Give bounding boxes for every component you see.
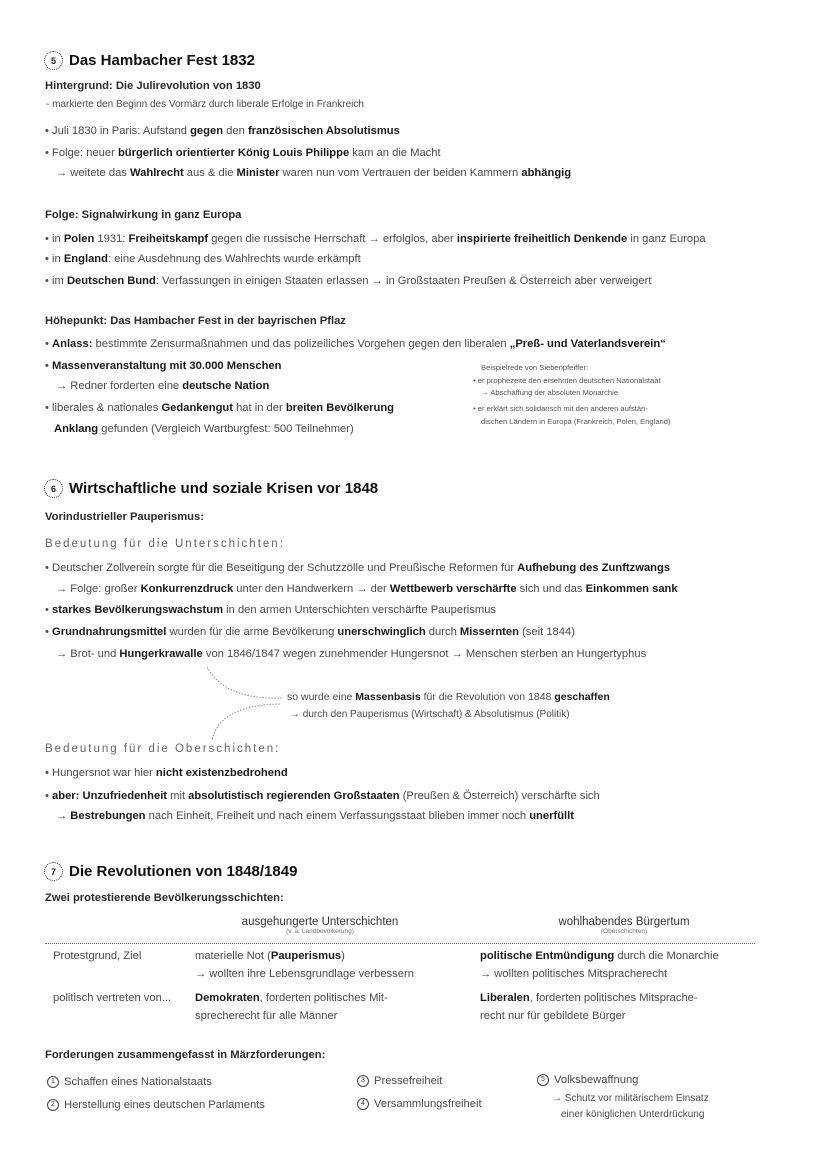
text-run: durch die Monarchie [614,950,719,962]
bold-text: Konkurrenzdruck [140,583,234,595]
demand-item [47,1075,212,1089]
side-note-line: dischen Ländern in Europa (Frankreich, Polen, England) [481,417,671,426]
text-run: • Juli 1830 in Paris: Aufstand [45,125,191,137]
table-cell [195,949,345,963]
demand-item [537,1073,638,1087]
section-number-badge: 6 [44,479,63,498]
bullet [45,789,600,803]
number-circle: 5 [537,1074,549,1086]
text-run: → Redner forderten eine [56,380,183,392]
text-run: für die Revolution von 1848 [420,691,555,703]
row-label: politisch vertreten von... [53,992,172,1004]
text-run: → durch den Pauperismus (Wirtschaft) & Absolutismus (Politik) [290,709,570,720]
bold-text: Massenbasis [355,691,421,703]
text-run: → [56,810,71,822]
bold-text: Anlass: [52,338,93,350]
bold-text: nicht existenzbedrohend [155,767,288,779]
text-run: (seit 1844) [518,626,575,638]
subheading: Folge: Signalwirkung in ganz Europa [45,209,242,221]
side-note-title: Beispielrede von Siebenpfeiffer: [481,363,589,372]
text-run: hat in der [232,402,286,414]
bold-text: Missernten [459,626,519,638]
text-run: ) [341,950,345,962]
bold-text: Grundnahrungsmittel [52,626,167,638]
bold-text: Minister [236,167,280,179]
note: - markierte den Beginn des Vormärz durch liberale Erfolge in Frankreich [46,99,364,110]
side-note-line: • er erklärt sich solidarisch mit den anderen aufstän- [473,404,648,413]
text-run: sich und das [516,583,586,595]
table-header-bourgeoisie [474,916,774,936]
text-run: • liberales & nationales [45,402,162,414]
text-run: in den armen Unterschichten verschärfte Pauperismus [223,604,497,616]
text-run: • [45,790,53,802]
demand-item [47,1098,265,1112]
text-run: : eine Ausdehnung des Wahlrechts wurde erkämpft [107,253,361,265]
sub-bullet [56,809,574,823]
text-run: • Hungersnot war hier [45,767,156,779]
text-run: • [45,626,53,638]
text-run: → wollten politisches Mitspracherecht [480,968,668,980]
spaced-subheading: Bedeutung für die Oberschichten: [45,743,281,755]
bold-text: Gedankengut [161,402,233,414]
bold-text: Wettbewerb verschärfte [389,583,517,595]
side-note-line: → Abschaffung der absoluten Monarchie [481,388,619,397]
text-run: • Folge: neuer [45,147,118,159]
subheading: Hintergrund: Die Julirevolution von 1830 [45,80,261,92]
arrow-curve-bottom [212,704,280,740]
arrow-curve-top [207,667,282,698]
bold-text: französischen Absolutismus [247,125,400,137]
bold-text: Einkommen sank [585,583,678,595]
bold-text: Hungerkrawalle [119,648,203,660]
text-run: , forderten politisches Mit- [259,992,388,1004]
subheading: Vorindustrieller Pauperismus: [45,511,204,523]
bold-text: geschaffen [554,691,610,703]
bold-text: inspirierte freiheitlich Denkende [456,233,628,245]
text-run: → weitete das [56,167,130,179]
number-circle: 3 [357,1075,369,1087]
table-cell [195,1009,337,1023]
bold-text: Pauperismus [270,950,342,962]
text-run: von 1846/1847 wegen zunehmender Hungersnot → Menschen sterben an Hungertyphus [202,648,647,660]
subheading: Höhepunkt: Das Hambacher Fest in der bayrischen Pflaz [45,315,346,327]
text-run: bestimmte Zensurmaßnahmen und das polizeiliches Vorgehen gegen den liberalen [92,338,510,350]
bold-text: Liberalen [480,992,530,1004]
text-run: , forderten politisches Mitsprache- [529,992,698,1004]
text-run: gefunden (Vergleich Wartburgfest: 500 Teilnehmer) [98,423,354,435]
bold-text: Freiheitskampf [128,233,209,245]
text-run: recht nur für gebildete Bürger [480,1010,626,1022]
demand-sub-line: → Schutz vor militärischem Einsatz [552,1093,709,1104]
bold-text: abhängig [521,167,572,179]
bold-text: unerschwinglich [337,626,426,638]
text-run: (Preußen & Österreich) verschärfte sich [399,790,600,802]
table-header-lower-classes [170,916,470,936]
table-cell [195,967,414,981]
demand-sub-line: einer königlichen Unterdrückung [561,1109,705,1120]
section-number-badge: 5 [44,51,63,70]
text-run: : Verfassungen in einigen Staaten erlassen → in Großstaaten Preußen & Österreich aber verweigert [155,275,652,287]
text-run: • Deutscher Zollverein sorgte für die Beseitigung der Schutzzölle und Preußische Reformen für [45,562,518,574]
text-run: • [45,604,53,616]
text-run: unter den Handwerkern → der [233,583,390,595]
text-run: • [45,360,53,372]
text-run: materielle Not ( [195,950,271,962]
text-run: wurden für die arme Bevölkerung [166,626,338,638]
text-run: so wurde eine [287,691,356,703]
section-title: Die Revolutionen von 1848/1849 [69,863,298,880]
bold-text: Wahlrecht [130,167,184,179]
text-run: in ganz Europa [627,233,706,245]
text-run: • [45,338,53,350]
demand-text: Versammlungsfreiheit [374,1098,482,1110]
number-circle: 1 [47,1076,59,1088]
bold-text: Aufhebung des Zunftzwangs [517,562,671,574]
text-run: den [223,125,248,137]
bold-text: absolutistisch regierenden Großstaaten [188,790,400,802]
demand-item [357,1074,442,1088]
table-cell [480,967,667,981]
subheading: Zwei protestierende Bevölkerungsschichten: [45,892,284,904]
bold-text: Bestrebungen [70,810,146,822]
text-run: • im [45,275,67,287]
bold-text: starkes Bevölkerungswachstum [52,604,224,616]
text-run: gegen die russische Herrschaft → erfolglos, aber [208,233,457,245]
subheading: Forderungen zusammengefasst in Märzforderungen: [45,1049,326,1061]
bold-text: Massenveranstaltung mit 30.000 Menschen [52,360,282,372]
bold-text: gegen [190,125,224,137]
section-title: Das Hambacher Fest 1832 [69,52,255,69]
bold-text: England [63,253,108,265]
bold-text: bürgerlich orientierter König Louis Philippe [117,147,350,159]
bold-text: Deutschen Bund [66,275,156,287]
bold-text: „Preß- und Vaterlandsverein“ [509,338,666,350]
demand-text: Herstellung eines deutschen Parlaments [64,1099,265,1111]
text-run: → Brot- und [56,648,120,660]
text-run: aus & die [183,167,237,179]
row-label: Protestgrund, Ziel [53,950,142,962]
text-run: waren nun vom Vertrauen der beiden Kammern [279,167,522,179]
text-run: → wollten ihre Lebensgrundlage verbessern [195,968,414,980]
text-run: • in [45,253,64,265]
bold-text: deutsche Nation [182,380,270,392]
bold-text: breiten Bevölkerung [285,402,395,414]
table-divider [45,943,755,944]
section-7-heading [44,862,297,881]
column-title: ausgehungerte Unterschichten [241,916,399,928]
bold-text: aber: Unzufriedenheit [52,790,168,802]
table-cell [480,949,719,963]
column-subtitle: (Oberschichten) [600,928,648,935]
demand-text: Schaffen eines Nationalstaats [64,1076,212,1088]
demand-text: Volksbewaffnung [554,1074,639,1086]
text-run: mit [167,790,189,802]
section-number-badge: 7 [44,862,63,881]
side-note-line: • er prophezeite den ersehnten deutschen Nationalstaat [473,376,661,385]
text-run: nach Einheit, Freiheit und nach einem Verfassungsstaat blieben immer noch [145,810,530,822]
bold-text: Demokraten [195,992,260,1004]
table-cell [195,991,388,1005]
text-run: sprecherecht für alle Männer [195,1010,338,1022]
demand-text: Pressefreiheit [374,1075,443,1087]
bold-text: unerfüllt [529,810,574,822]
number-circle: 2 [47,1099,59,1111]
bullet [45,766,288,780]
text-run: • in [45,233,64,245]
column-title: wohlhabendes Bürgertum [558,916,690,928]
conclusion-line [290,708,570,722]
bold-text: Polen [63,233,95,245]
section-title: Wirtschaftliche und soziale Krisen vor 1848 [69,480,379,497]
number-circle: 4 [357,1098,369,1110]
conclusion-line [287,690,610,704]
bold-text: Anklang [54,423,99,435]
spaced-subheading: Bedeutung für die Unterschichten: [45,538,285,550]
column-subtitle: (v. a. Landbevölkerung) [286,928,354,935]
text-run: 1931: [94,233,129,245]
table-cell [480,991,698,1005]
text-run: kam an die Macht [349,147,441,159]
table-cell [480,1009,626,1023]
text-run: durch [425,626,460,638]
text-run: → Folge: großer [56,583,141,595]
demand-item [357,1097,482,1111]
bold-text: politische Entmündigung [480,950,615,962]
